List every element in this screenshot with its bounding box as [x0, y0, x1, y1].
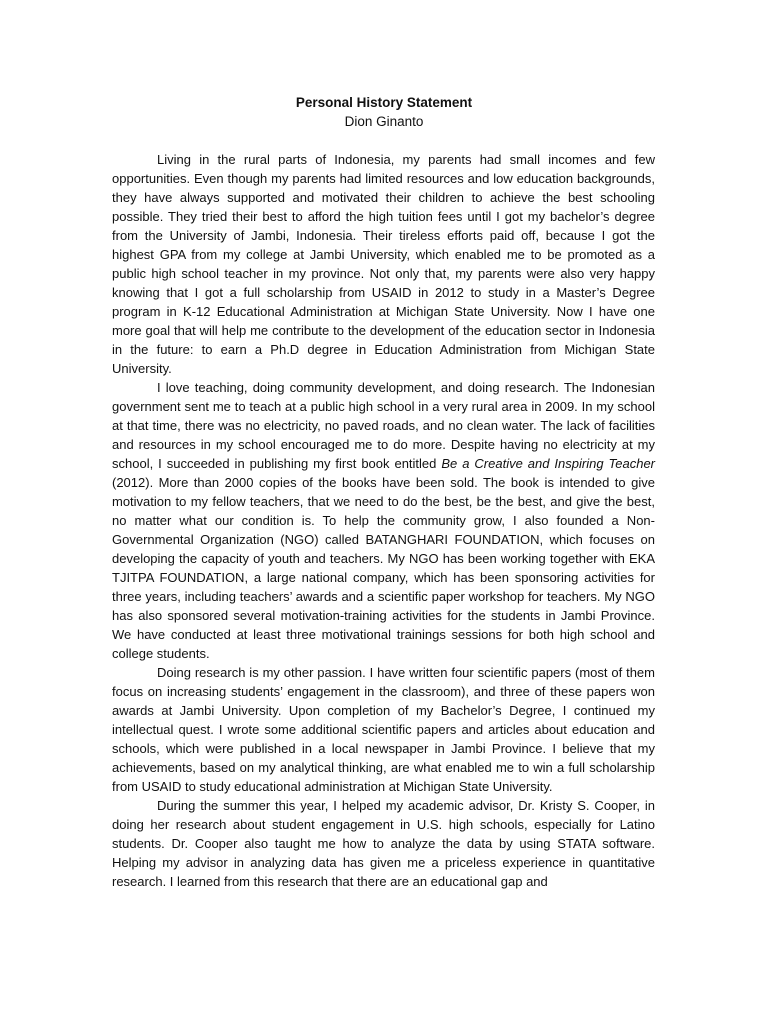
paragraph-teaching-community	[112, 378, 655, 663]
document-author: Dion Ginanto	[344, 114, 424, 129]
document-title: Personal History Statement	[295, 95, 473, 110]
paragraph-research: Doing research is my other passion. I have written four scientific papers (most of them focus on increasing students’ engagement in the classroom), and three of these papers won awards at Jambi University. Upon completion of my Bachelor’s Degree, I continued my intellectual quest. I wrote some additional scientific papers and articles about education and schools, which were published in a local newspaper in Jambi Province. I believe that my achievements, based on my analytical thinking, are what enabled me to win a full scholarship from USAID to study educational administration at Michigan State University.	[112, 665, 655, 794]
paragraph-summer-research: During the summer this year, I helped my academic advisor, Dr. Kristy S. Cooper, in doing her research about student engagement in U.S. high schools, especially for Latino students. Dr. Cooper also taught me how to analyze the data by using STATA software. Helping my advisor in analyzing data has given me a priceless experience in quantitative research. I learned from this research that there are an educational gap and	[112, 798, 655, 889]
book-title: Be a Creative and Inspiring Teacher	[441, 456, 656, 471]
document-body	[112, 150, 655, 891]
paragraph-family-background: Living in the rural parts of Indonesia, my parents had small incomes and few opportunities. Even though my parents had limited resources and low education backgrounds, they have always supported and motivated their children to achieve the best schooling possible. They tried their best to afford the high tuition fees until I got my bachelor’s degree from the University of Jambi, Indonesia. Their tireless efforts paid off, because I got the highest GPA from my college at Jambi University, which enabled me to be promoted as a public high school teacher in my province. Not only that, my parents were also very happy knowing that I got a full scholarship from USAID in 2012 to study in a Master’s Degree program in K-12 Educational Administration at Michigan State University. Now I have one more goal that will help me contribute to the development of the education sector in Indonesia in the future: to earn a Ph.D degree in Education Administration from Michigan State University.	[112, 152, 655, 376]
document-header	[0, 93, 768, 131]
paragraph-text: I love teaching, doing community development, and doing research. The Indonesian government sent me to teach at a public high school in a very rural area in 2009. In my school at that time, there was no electricity, no paved roads, and no clean water. The lack of facilities and resources in my school encouraged me to do more. Despite having no electricity at my school, I succeeded in publishing my first book entitled	[112, 380, 655, 471]
paragraph-text: (2012). More than 2000 copies of the books have been sold. The book is intended to give motivation to my fellow teachers, that we need to do the best, be the best, and give the best, no matter what our condition is. To help the community grow, I also founded a Non-Governmental Organization (NGO) called BATANGHARI FOUNDATION, which focuses on developing the capacity of youth and teachers. My NGO has been working together with EKA TJITPA FOUNDATION, a large national company, which has been sponsoring activities for three years, including teachers’ awards and a scientific paper workshop for teachers. My NGO has also sponsored several motivation-training activities for the students in Jambi Province. We have conducted at least three motivational trainings sessions for both high school and college students.	[112, 475, 655, 661]
